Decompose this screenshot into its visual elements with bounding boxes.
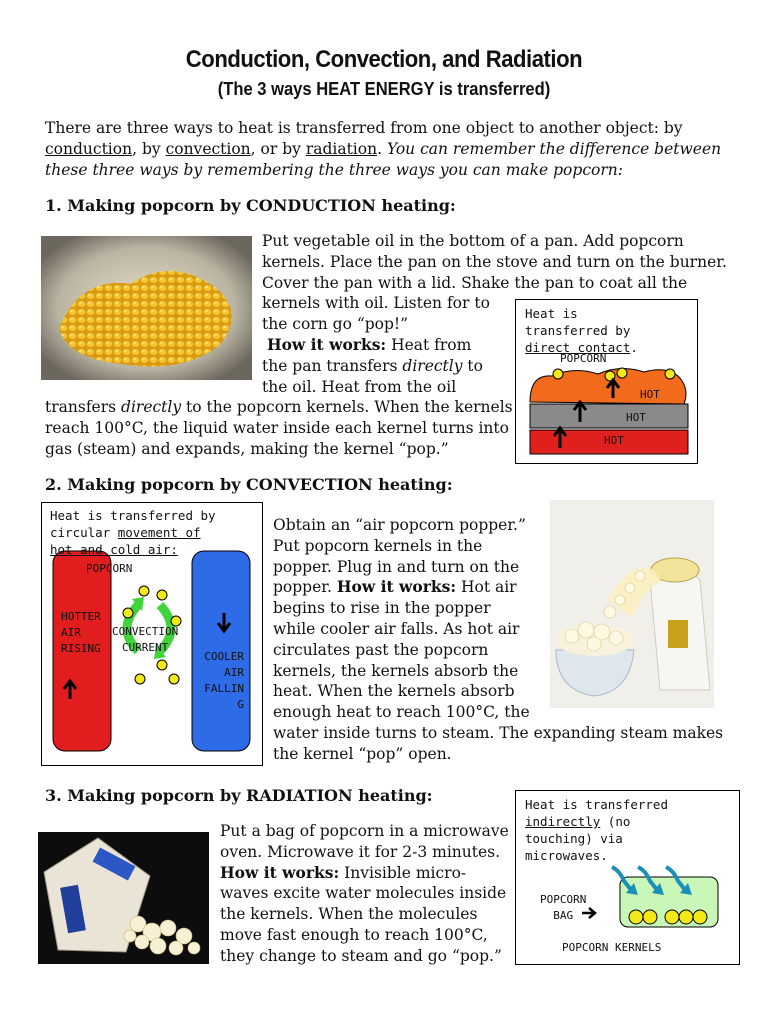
convection-diagram xyxy=(41,502,263,766)
section2-heading: 2. Making popcorn by CONVECTION heating: xyxy=(45,475,453,494)
radiation-caption xyxy=(525,796,668,864)
conduction-caption xyxy=(525,305,638,356)
microwave-popcorn-photo xyxy=(38,832,209,964)
label-line: CONVECTION xyxy=(112,625,179,638)
caption-underlined: movement of xyxy=(117,525,201,540)
how-it-works-label: How it works: xyxy=(266,334,387,354)
kernel xyxy=(665,910,679,924)
s1-line: the oil. Heat from the oil xyxy=(262,377,457,396)
kernel xyxy=(157,660,167,670)
term-convection: convection xyxy=(165,139,251,158)
pan-layer xyxy=(530,404,688,428)
caption-line: Heat is xyxy=(525,306,578,321)
s2-line: while cooler air falls. As hot air xyxy=(273,619,520,638)
s1-line xyxy=(45,397,513,418)
label-line: FALLIN xyxy=(204,682,244,695)
caption-line: transferred by xyxy=(525,323,631,338)
popcorn-label: POPCORN xyxy=(560,352,607,365)
s3-text xyxy=(220,821,509,967)
s1-text: the pan transfers xyxy=(262,356,403,375)
s2-line: enough heat to reach 100°C, the xyxy=(273,703,530,722)
page-subtitle: (The 3 ways HEAT ENERGY is transferred) xyxy=(217,79,551,99)
kernel xyxy=(617,368,627,378)
s2-line: circulates past the popcorn xyxy=(273,640,489,659)
intro-text: , or by xyxy=(250,139,306,158)
s2-text: popper. xyxy=(273,578,337,597)
label-line: HOTTER xyxy=(61,610,101,623)
kernel xyxy=(135,674,145,684)
s1-text-bottom xyxy=(45,397,513,459)
s2-line: kernels, the kernels absorb the xyxy=(273,661,519,680)
caption-text: (no xyxy=(600,814,631,829)
caption-underlined: indirectly xyxy=(525,814,601,829)
s2-line: heat. When the kernels absorb xyxy=(273,682,515,701)
term-radiation: radiation xyxy=(305,139,378,158)
s1-text: to xyxy=(462,356,483,375)
s1-line: kernels. Place the pan on the stove and turn on the burner. xyxy=(262,252,727,271)
caption-line: Heat is transferred xyxy=(525,797,668,812)
s3-line: they change to steam and go “pop.” xyxy=(220,946,502,965)
s3-line: the kernels. When the molecules xyxy=(220,905,478,924)
s3-text-part: Invisible micro- xyxy=(339,863,467,882)
s1-text: Heat from xyxy=(386,335,472,354)
s3-line: Put a bag of popcorn in a microwave xyxy=(220,822,509,840)
radiation-diagram xyxy=(515,790,740,965)
s2-line: Obtain an “air popcorn popper.” xyxy=(273,516,526,534)
s3-line xyxy=(220,863,509,884)
caption-line: microwaves. xyxy=(525,848,608,863)
page-title: Conduction, Convection, and Radiation xyxy=(185,46,583,73)
how-it-works-label: How it works: xyxy=(336,577,457,597)
label-line: AIR xyxy=(224,666,244,679)
label-line: AIR xyxy=(61,626,81,639)
section3-heading: 3. Making popcorn by RADIATION heating: xyxy=(45,786,433,805)
label-line: CURRENT xyxy=(121,641,169,654)
s2-line: begins to rise in the popper xyxy=(273,599,491,618)
kernel xyxy=(169,674,179,684)
kernel xyxy=(629,910,643,924)
intro-paragraph xyxy=(45,118,725,180)
caption-line: Heat is transferred by xyxy=(50,508,216,523)
kernel xyxy=(553,369,563,379)
term-conduction: conduction xyxy=(45,139,133,158)
caption-line xyxy=(50,524,216,541)
kernel xyxy=(139,586,149,596)
convection-current-label xyxy=(112,624,178,656)
conduction-diagram xyxy=(515,299,698,464)
s2-line: water inside turns to steam. The expanding steam makes xyxy=(273,723,724,742)
hot-label-oil: HOT xyxy=(640,388,660,401)
kernel xyxy=(123,608,133,618)
hotter-air-label xyxy=(61,609,101,657)
s1-italic: directly xyxy=(121,398,182,416)
label-line: COOLER xyxy=(204,650,244,663)
caption-text: . xyxy=(630,340,638,355)
popcorn-kernels-label: POPCORN KERNELS xyxy=(562,941,662,954)
kernel xyxy=(157,590,167,600)
caption-line xyxy=(525,813,668,830)
caption-line: hot and cold air: xyxy=(50,542,178,557)
s1-line: kernels with oil. Listen for to xyxy=(262,294,490,313)
s2-line: the kernel “pop” open. xyxy=(273,744,452,763)
caption-underlined: direct contact xyxy=(525,340,631,355)
s1-line: Put vegetable oil in the bottom of a pan. Add popcorn xyxy=(262,232,684,250)
popcorn-bag-label xyxy=(540,892,586,924)
s2-text: Hot air xyxy=(456,578,517,597)
s1-text: to the popcorn kernels. When the kernels xyxy=(181,398,513,416)
hot-label-burner: HOT xyxy=(604,434,624,447)
how-it-works-label: How it works: xyxy=(220,862,340,882)
kernel xyxy=(679,910,693,924)
s1-line: Cover the pan with a lid. Shake the pan to coat all the xyxy=(262,273,688,292)
s1-line: reach 100°C, the liquid water inside each kernel turns into xyxy=(45,418,509,437)
popcorn-label: POPCORN xyxy=(86,562,133,575)
s2-line: Put popcorn kernels in the xyxy=(273,536,483,555)
s1-text: transfers xyxy=(45,398,122,416)
label-line: G xyxy=(237,698,244,711)
s3-line: oven. Microwave it for 2-3 minutes. xyxy=(220,842,501,861)
s1-line: the corn go “pop!” xyxy=(262,315,409,334)
popcorn-pan-photo xyxy=(41,236,252,380)
intro-italic: You can remember the difference between these three ways by remembering the three ways you can make popcorn: xyxy=(45,139,722,179)
s3-line: waves excite water molecules inside xyxy=(220,884,507,903)
label-line: RISING xyxy=(61,642,101,655)
caption-line: touching) via xyxy=(525,831,623,846)
s3-line: move fast enough to reach 100°C, xyxy=(220,925,488,944)
s2-line: popper. Plug in and turn on the xyxy=(273,557,520,576)
intro-text: . xyxy=(377,139,387,158)
kernel xyxy=(665,369,675,379)
air-popper-photo xyxy=(550,500,714,708)
intro-text: , by xyxy=(132,139,166,158)
label-line: BAG xyxy=(553,909,574,922)
hot-label-pan: HOT xyxy=(626,411,646,424)
kernel xyxy=(693,910,707,924)
caption-text: circular xyxy=(50,525,118,540)
s1-italic: directly xyxy=(402,356,463,375)
label-line: POPCORN xyxy=(540,893,587,906)
section1-heading: 1. Making popcorn by CONDUCTION heating: xyxy=(45,196,456,215)
convection-caption xyxy=(50,507,216,558)
cooler-air-label xyxy=(192,649,244,713)
popper-label xyxy=(668,620,688,648)
intro-text: There are three ways to heat is transferred from one object to another object: by xyxy=(45,119,683,137)
kernel xyxy=(643,910,657,924)
s1-line: gas (steam) and expands, making the kernel “pop.” xyxy=(45,439,449,458)
